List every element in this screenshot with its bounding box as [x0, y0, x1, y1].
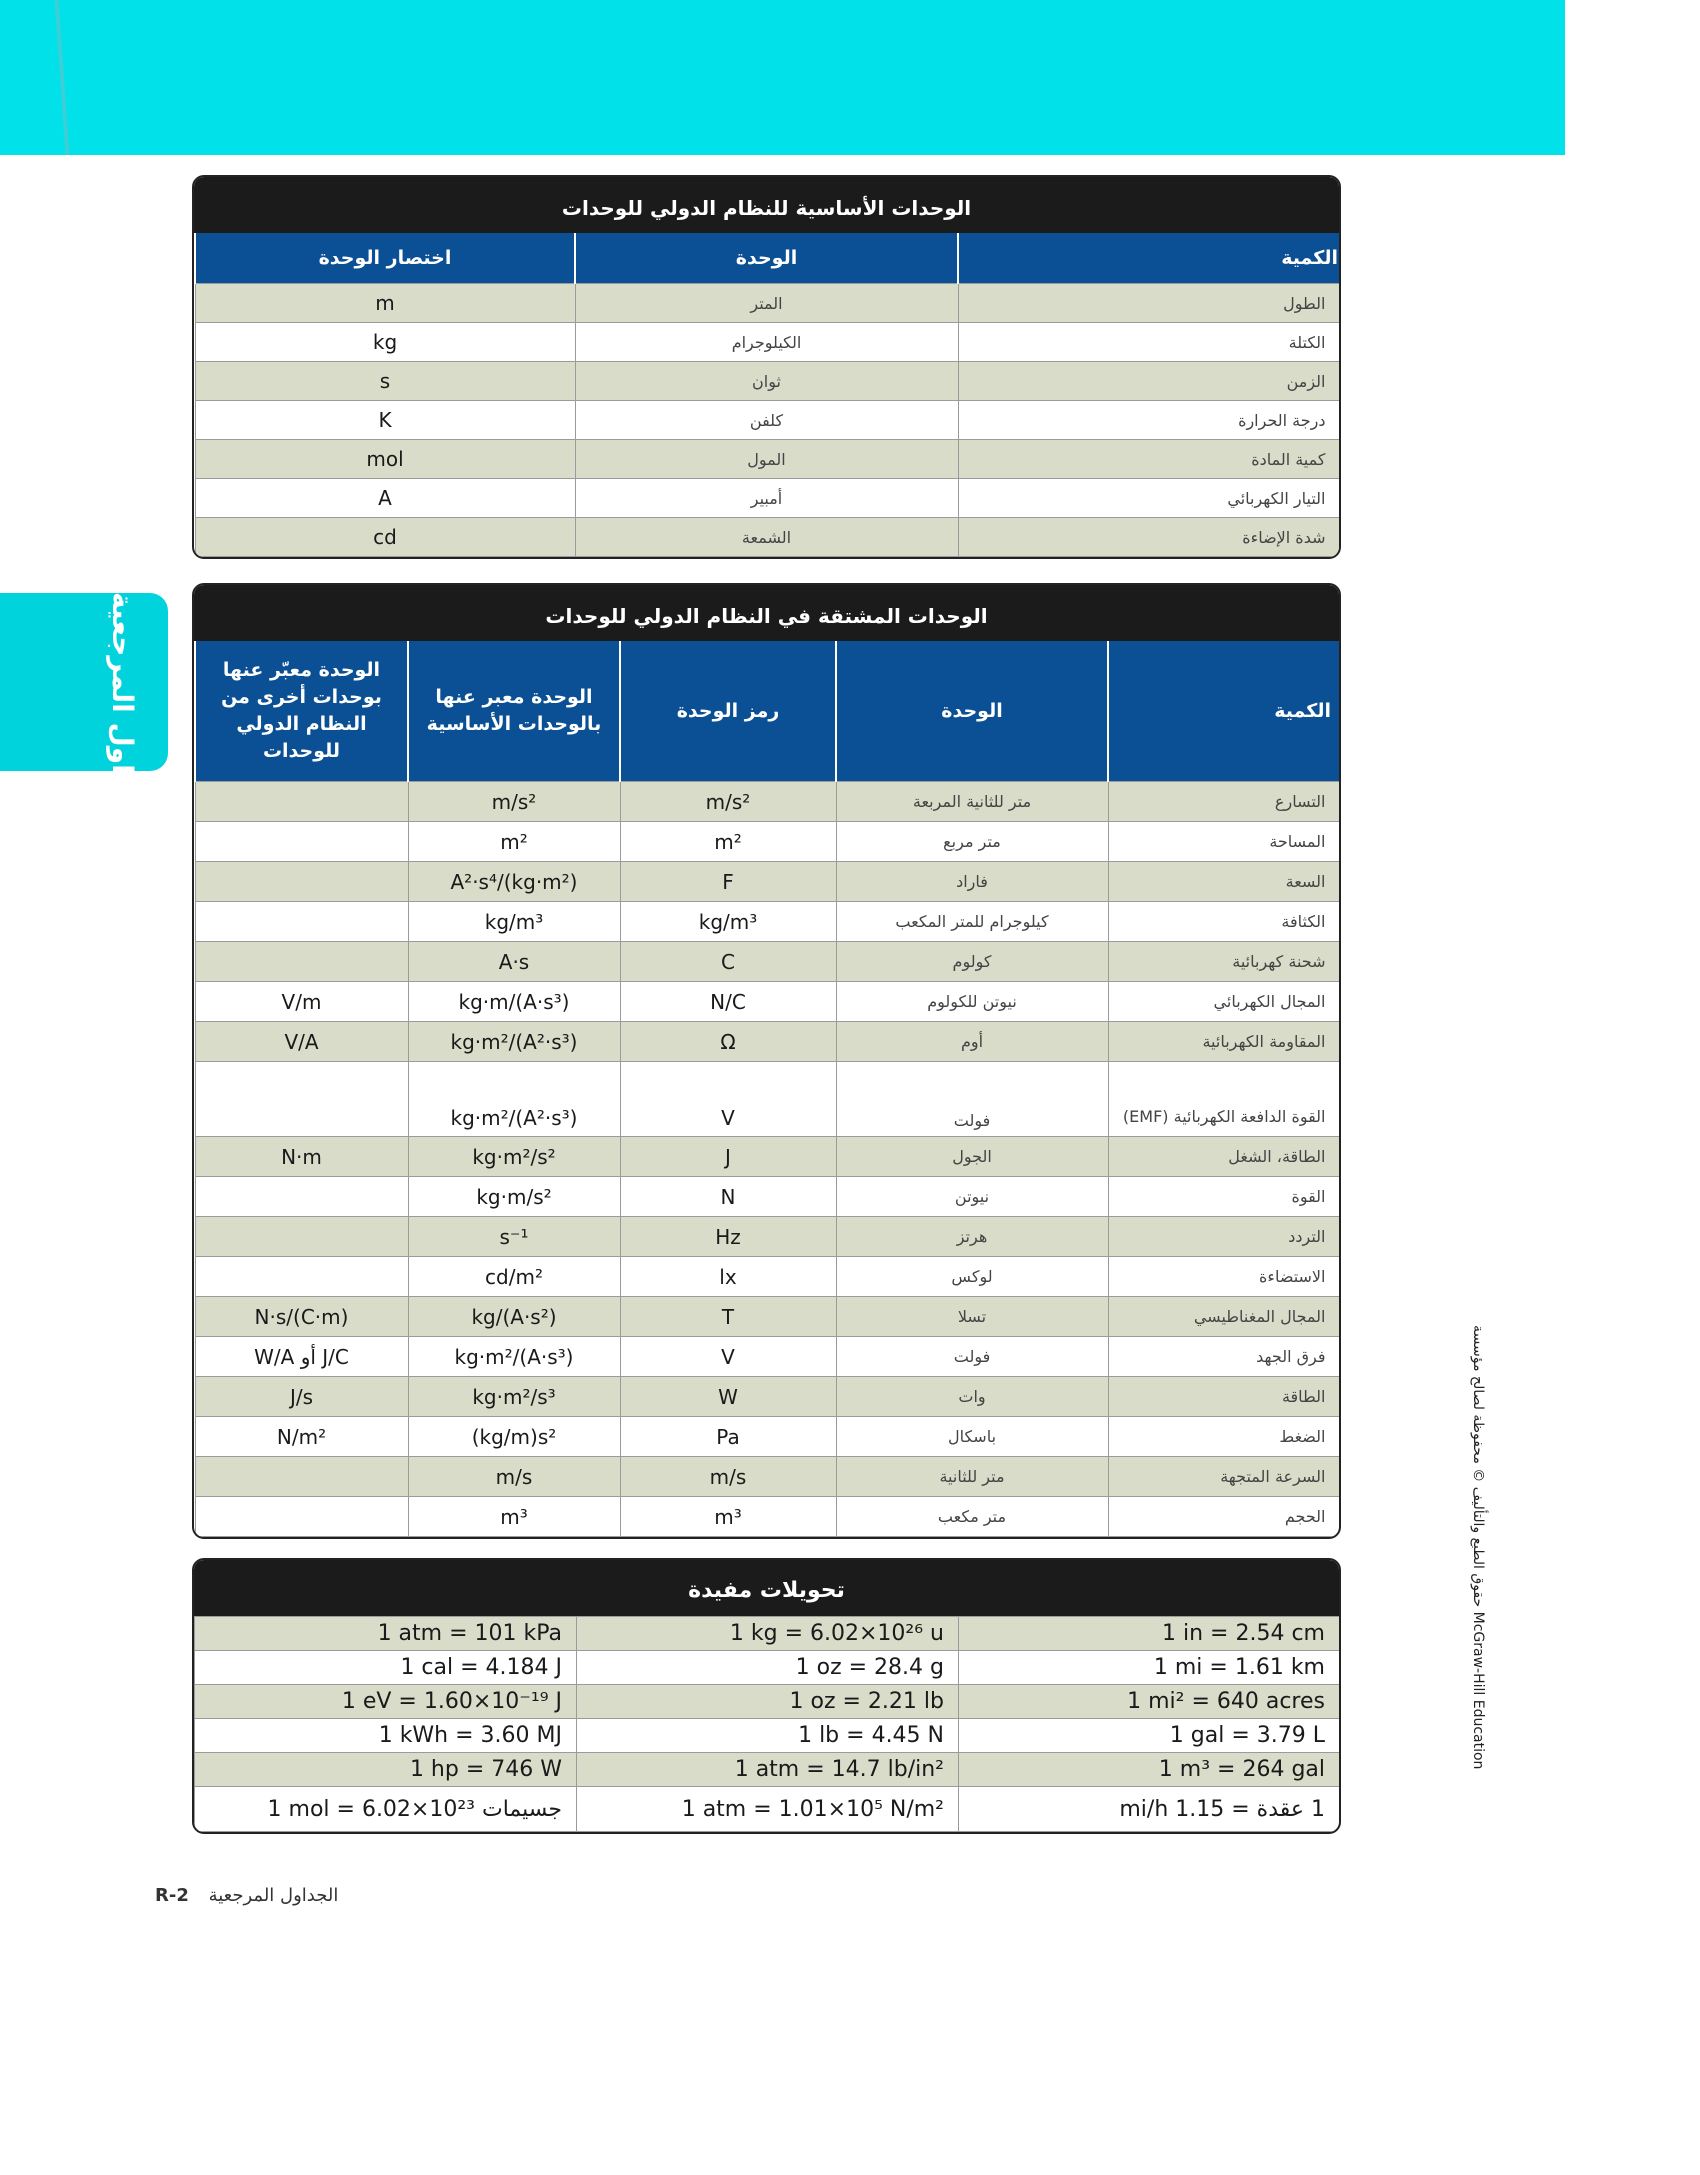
table-row — [195, 323, 1340, 362]
table-row — [195, 1377, 1340, 1417]
unit-abbreviation-cell: A — [195, 479, 575, 518]
side-tab[interactable] — [0, 592, 168, 831]
table-row — [195, 1177, 1340, 1217]
quantity-cell: السعة — [1108, 862, 1340, 902]
unit-name-cell: متر للثانية المربعة — [836, 782, 1108, 822]
conversion-cell: 1 kg = 6.02×10²⁶ u — [577, 1617, 959, 1651]
unit-symbol-cell: Ω — [620, 1022, 836, 1062]
table-row — [195, 1337, 1340, 1377]
copyright-text: حقوق الطبع والتأليف © محفوظة لصالح مؤسسة McGraw-Hill Education — [1470, 1325, 1486, 1770]
base-units-cell: kg·m²/(A·s³) — [408, 1337, 620, 1377]
unit-name-cell: نيوتن للكولوم — [836, 982, 1108, 1022]
quantity-cell: الحجم — [1108, 1497, 1340, 1537]
unit-name-cell: فولت — [836, 1337, 1108, 1377]
quantity-cell: درجة الحرارة — [958, 401, 1340, 440]
table-row — [195, 1022, 1340, 1062]
quantity-cell: كمية المادة — [958, 440, 1340, 479]
other-si-units-cell — [195, 1497, 408, 1537]
conversion-cell: 1 eV = 1.60×10⁻¹⁹ J — [195, 1685, 577, 1719]
base-units-cell: s⁻¹ — [408, 1217, 620, 1257]
table-row — [195, 902, 1340, 942]
base-units-cell: m/s² — [408, 782, 620, 822]
unit-symbol-cell: kg/m³ — [620, 902, 836, 942]
quantity-cell: التيار الكهربائي — [958, 479, 1340, 518]
side-tab-label: الجداول المرجعية — [106, 592, 139, 831]
unit-abbreviation-cell: kg — [195, 323, 575, 362]
si-base-units-grid — [194, 233, 1341, 557]
unit-name-cell: فولت — [836, 1062, 1108, 1137]
conversion-cell: 1 atm = 1.01×10⁵ N/m² — [577, 1787, 959, 1832]
copyright-credit — [1468, 1325, 1486, 1825]
unit-symbol-cell: W — [620, 1377, 836, 1417]
unit-name-cell: هرتز — [836, 1217, 1108, 1257]
other-si-units-cell — [195, 1257, 408, 1297]
quantity-cell: الكثافة — [1108, 902, 1340, 942]
table-row — [195, 1062, 1340, 1137]
unit-symbol-cell: Pa — [620, 1417, 836, 1457]
other-si-units-cell: N/m² — [195, 1417, 408, 1457]
unit-name-cell: أمبير — [575, 479, 958, 518]
si-base-units-table — [192, 175, 1341, 559]
other-si-units-cell: V/m — [195, 982, 408, 1022]
page-number: R-2 — [155, 1885, 189, 1906]
table-row — [195, 782, 1340, 822]
unit-symbol-cell: C — [620, 942, 836, 982]
column-header: اختصار الوحدة — [195, 233, 575, 284]
unit-name-cell: كلفن — [575, 401, 958, 440]
conversion-cell: 1 atm = 14.7 lb/in² — [577, 1753, 959, 1787]
useful-conversions-grid — [194, 1616, 1340, 1832]
si-derived-units-grid — [194, 641, 1341, 1537]
table-row — [195, 1497, 1340, 1537]
base-units-cell: cd/m² — [408, 1257, 620, 1297]
quantity-cell: التسارع — [1108, 782, 1340, 822]
unit-symbol-cell: N/C — [620, 982, 836, 1022]
base-units-cell: m/s — [408, 1457, 620, 1497]
table-row — [195, 1457, 1340, 1497]
unit-symbol-cell: F — [620, 862, 836, 902]
quantity-cell: المجال المغناطيسي — [1108, 1297, 1340, 1337]
conversion-cell: 1 oz = 2.21 lb — [577, 1685, 959, 1719]
quantity-cell: القوة — [1108, 1177, 1340, 1217]
unit-name-cell: الشمعة — [575, 518, 958, 557]
table-row — [195, 401, 1340, 440]
unit-name-cell: المتر — [575, 284, 958, 323]
column-header: الكمية — [958, 233, 1340, 284]
base-units-cell: kg·m²/s³ — [408, 1377, 620, 1417]
unit-name-cell: كولوم — [836, 942, 1108, 982]
base-units-cell: kg·m²/s² — [408, 1137, 620, 1177]
quantity-cell: المساحة — [1108, 822, 1340, 862]
table-row — [195, 1685, 1340, 1719]
table-row — [195, 942, 1340, 982]
useful-conversions-table — [192, 1558, 1341, 1834]
base-units-cell: A²·s⁴/(kg·m²) — [408, 862, 620, 902]
unit-name-cell: تسلا — [836, 1297, 1108, 1337]
quantity-cell: شحنة كهربائية — [1108, 942, 1340, 982]
quantity-cell: السرعة المتجهة — [1108, 1457, 1340, 1497]
conversion-cell: 1 mi² = 640 acres — [959, 1685, 1340, 1719]
table-row — [195, 1257, 1340, 1297]
quantity-cell: الاستضاءة — [1108, 1257, 1340, 1297]
table-title: الوحدات الأساسية للنظام الدولي للوحدات — [194, 177, 1339, 233]
conversion-cell: 1 gal = 3.79 L — [959, 1719, 1340, 1753]
column-header: الكمية — [1108, 641, 1340, 782]
unit-abbreviation-cell: cd — [195, 518, 575, 557]
table-row — [195, 440, 1340, 479]
quantity-cell: الطاقة، الشغل — [1108, 1137, 1340, 1177]
other-si-units-cell — [195, 822, 408, 862]
unit-symbol-cell: T — [620, 1297, 836, 1337]
quantity-cell: الطول — [958, 284, 1340, 323]
page-footer — [155, 1885, 338, 1906]
table-row — [195, 1651, 1340, 1685]
column-header: الوحدة معبر عنها بالوحدات الأساسية — [408, 641, 620, 782]
other-si-units-cell: W/A أو J/C — [195, 1337, 408, 1377]
base-units-cell: kg·m²/(A²·s³) — [408, 1062, 620, 1137]
table-row — [195, 284, 1340, 323]
unit-name-cell: متر للثانية — [836, 1457, 1108, 1497]
table-row — [195, 1137, 1340, 1177]
unit-name-cell: نيوتن — [836, 1177, 1108, 1217]
conversion-cell: 1 عقدة = 1.15 mi/h — [959, 1787, 1340, 1832]
quantity-cell: شدة الإضاءة — [958, 518, 1340, 557]
quantity-cell: الضغط — [1108, 1417, 1340, 1457]
top-banner — [0, 0, 1565, 155]
other-si-units-cell — [195, 782, 408, 822]
base-units-cell: kg/(A·s²) — [408, 1297, 620, 1337]
other-si-units-cell — [195, 942, 408, 982]
table-row — [195, 862, 1340, 902]
base-units-cell: kg·m/s² — [408, 1177, 620, 1217]
unit-name-cell: باسكال — [836, 1417, 1108, 1457]
quantity-cell: الكتلة — [958, 323, 1340, 362]
unit-symbol-cell: V — [620, 1062, 836, 1137]
other-si-units-cell: V/A — [195, 1022, 408, 1062]
unit-symbol-cell: lx — [620, 1257, 836, 1297]
table-row — [195, 1787, 1340, 1832]
conversion-cell: 1 cal = 4.184 J — [195, 1651, 577, 1685]
unit-symbol-cell: N — [620, 1177, 836, 1217]
header-row — [195, 233, 1340, 284]
unit-symbol-cell: m/s — [620, 1457, 836, 1497]
conversion-cell: 1 atm = 101 kPa — [195, 1617, 577, 1651]
banner-crease — [55, 0, 70, 155]
unit-symbol-cell: m/s² — [620, 782, 836, 822]
unit-symbol-cell: m³ — [620, 1497, 836, 1537]
conversion-cell: 1 mol = 6.02×10²³ جسيمات — [195, 1787, 577, 1832]
other-si-units-cell — [195, 862, 408, 902]
column-header: الوحدة معبّر عنها بوحدات أخرى من النظام الدولي للوحدات — [195, 641, 408, 782]
unit-name-cell: متر مكعب — [836, 1497, 1108, 1537]
other-si-units-cell: J/s — [195, 1377, 408, 1417]
quantity-cell: القوة الدافعة الكهربائية (EMF) — [1108, 1062, 1340, 1137]
column-header: رمز الوحدة — [620, 641, 836, 782]
other-si-units-cell — [195, 1062, 408, 1137]
table-title: الوحدات المشتقة في النظام الدولي للوحدات — [194, 585, 1339, 641]
unit-symbol-cell: V — [620, 1337, 836, 1377]
quantity-cell: المجال الكهربائي — [1108, 982, 1340, 1022]
si-derived-units-table — [192, 583, 1341, 1539]
unit-name-cell: ثوان — [575, 362, 958, 401]
conversion-cell: 1 in = 2.54 cm — [959, 1617, 1340, 1651]
table-row — [195, 362, 1340, 401]
header-row — [195, 641, 1340, 782]
unit-name-cell: متر مربع — [836, 822, 1108, 862]
conversion-cell: 1 oz = 28.4 g — [577, 1651, 959, 1685]
table-row — [195, 982, 1340, 1022]
conversion-cell: 1 hp = 746 W — [195, 1753, 577, 1787]
table-row — [195, 1417, 1340, 1457]
conversion-cell: 1 m³ = 264 gal — [959, 1753, 1340, 1787]
other-si-units-cell — [195, 902, 408, 942]
table-row — [195, 1617, 1340, 1651]
unit-symbol-cell: Hz — [620, 1217, 836, 1257]
unit-name-cell: الكيلوجرام — [575, 323, 958, 362]
base-units-cell: kg/m³ — [408, 902, 620, 942]
unit-name-cell: أوم — [836, 1022, 1108, 1062]
table-row — [195, 1753, 1340, 1787]
table-row — [195, 1297, 1340, 1337]
quantity-cell: الطاقة — [1108, 1377, 1340, 1417]
unit-abbreviation-cell: mol — [195, 440, 575, 479]
conversion-cell: 1 lb = 4.45 N — [577, 1719, 959, 1753]
unit-abbreviation-cell: m — [195, 284, 575, 323]
unit-name-cell: المول — [575, 440, 958, 479]
table-row — [195, 518, 1340, 557]
other-si-units-cell — [195, 1457, 408, 1497]
unit-name-cell: وات — [836, 1377, 1108, 1417]
other-si-units-cell: N·s/(C·m) — [195, 1297, 408, 1337]
conversion-cell: 1 mi = 1.61 km — [959, 1651, 1340, 1685]
unit-name-cell: لوكس — [836, 1257, 1108, 1297]
quantity-cell: الزمن — [958, 362, 1340, 401]
table-title: تحويلات مفيدة — [194, 1560, 1339, 1616]
other-si-units-cell — [195, 1177, 408, 1217]
unit-name-cell: فاراد — [836, 862, 1108, 902]
other-si-units-cell: N·m — [195, 1137, 408, 1177]
table-row — [195, 479, 1340, 518]
column-header: الوحدة — [836, 641, 1108, 782]
base-units-cell: m² — [408, 822, 620, 862]
table-row — [195, 1719, 1340, 1753]
table-row — [195, 1217, 1340, 1257]
unit-symbol-cell: m² — [620, 822, 836, 862]
base-units-cell: kg·m/(A·s³) — [408, 982, 620, 1022]
unit-symbol-cell: J — [620, 1137, 836, 1177]
unit-name-cell: كيلوجرام للمتر المكعب — [836, 902, 1108, 942]
base-units-cell: A·s — [408, 942, 620, 982]
base-units-cell: m³ — [408, 1497, 620, 1537]
quantity-cell: المقاومة الكهربائية — [1108, 1022, 1340, 1062]
column-header: الوحدة — [575, 233, 958, 284]
conversion-cell: 1 kWh = 3.60 MJ — [195, 1719, 577, 1753]
other-si-units-cell — [195, 1217, 408, 1257]
base-units-cell: (kg/m)s² — [408, 1417, 620, 1457]
unit-abbreviation-cell: s — [195, 362, 575, 401]
quantity-cell: فرق الجهد — [1108, 1337, 1340, 1377]
unit-abbreviation-cell: K — [195, 401, 575, 440]
unit-name-cell: الجول — [836, 1137, 1108, 1177]
quantity-cell: التردد — [1108, 1217, 1340, 1257]
base-units-cell: kg·m²/(A²·s³) — [408, 1022, 620, 1062]
table-row — [195, 822, 1340, 862]
footer-section: الجداول المرجعية — [208, 1885, 339, 1906]
